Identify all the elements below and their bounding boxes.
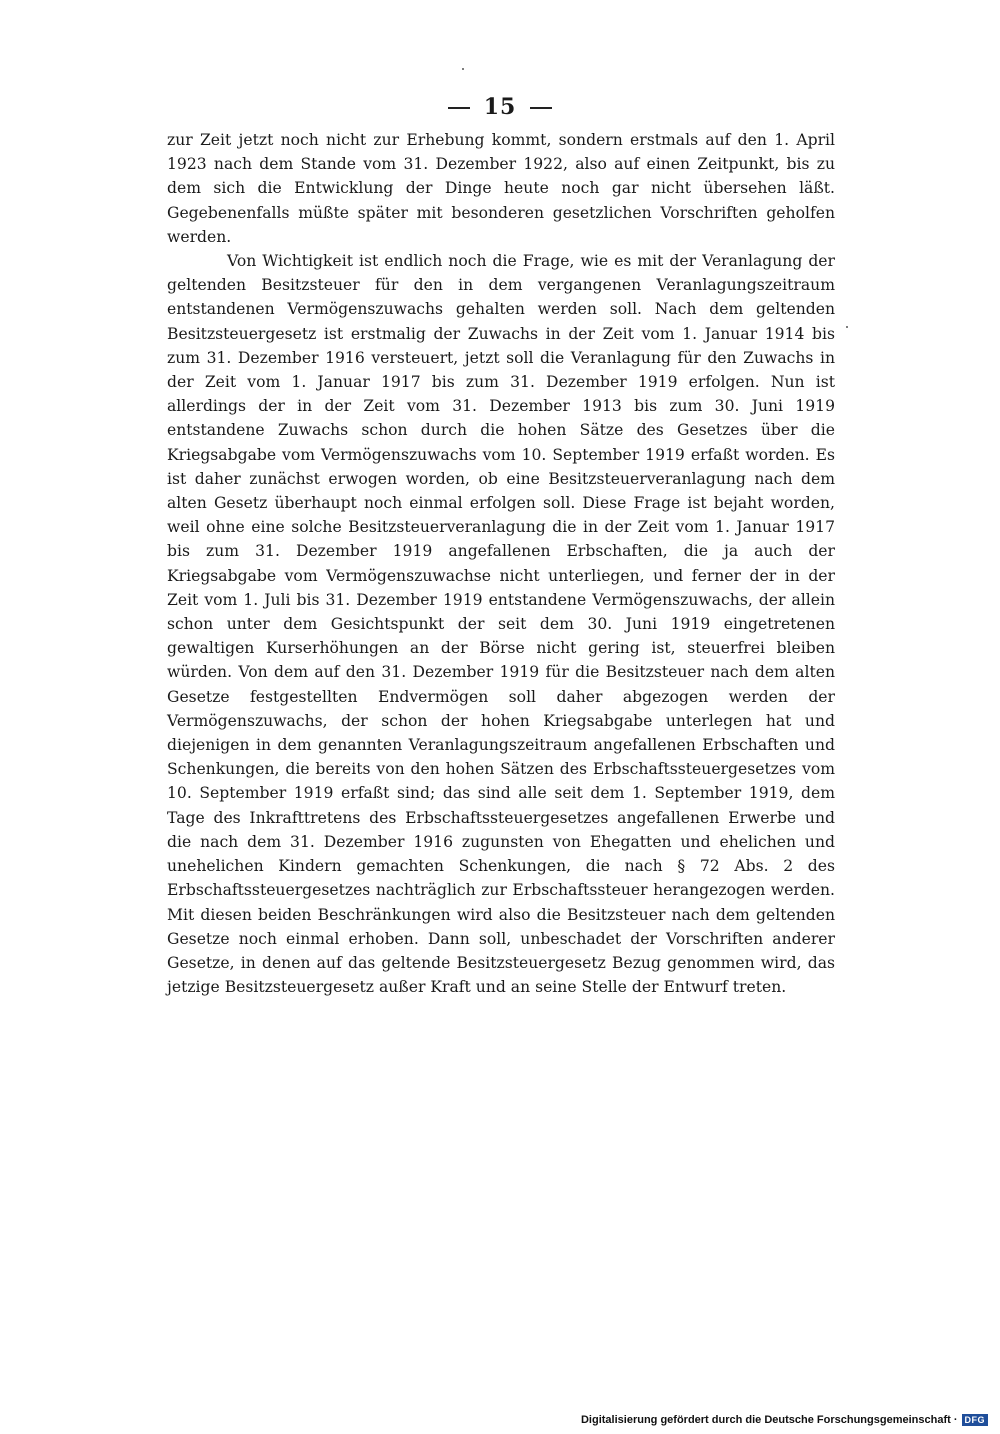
dfg-logo-icon: DFG (962, 1414, 989, 1426)
body-text (167, 128, 835, 999)
scan-speck (462, 68, 464, 70)
digitization-footer (581, 1414, 988, 1426)
footer-text: Digitalisierung gefördert durch die Deutsche Forschungsgemeinschaft · (580, 1414, 958, 1426)
dash-right (530, 107, 552, 109)
page-number: 15 (483, 94, 517, 120)
paragraph-1: zur Zeit jetzt noch nicht zur Erhebung kommt, sondern erstmals auf den 1. April 1923 nach dem Stande vom 31. Dezember 1922, also auf einen Zeitpunkt, bis zu dem sich die Entwicklung der Dinge heute noch gar nicht übersehen läßt. Gegebenenfalls müßte später mit besonderen gesetzlichen Vorschriften geholfen werden. (167, 131, 835, 246)
paragraph-2: Von Wichtigkeit ist endlich noch die Frage, wie es mit der Veranlagung der geltenden Besitzsteuer für den in dem vergangenen Veranlagungszeitraum entstandenen Vermögenszuwachs gehalten werden soll. Nach dem geltenden Besitzsteuergesetz ist erstmalig der Zuwachs in der Zeit vom 1. Januar 1914 bis zum 31. Dezember 1916 versteuert, jetzt soll die Veranlagung für den Zuwachs in der Zeit vom 1. Januar 1917 bis zum 31. Dezember 1919 erfolgen. Nun ist allerdings der in der Zeit vom 31. Dezember 1913 bis zum 30. Juni 1919 entstandene Zuwachs schon durch die hohen Sätze des Gesetzes über die Kriegsabgabe vom Vermögenszuwachs vom 10. September 1919 erfaßt worden. Es ist daher zunächst erwogen worden, ob eine Besitzsteuerveranlagung nach dem alten Gesetz überhaupt noch einmal erfolgen soll. Diese Frage ist bejaht worden, weil ohne eine solche Besitzsteuerveranlagung die in der Zeit vom 1. Januar 1917 bis zum 31. Dezember 1919 angefallenen Erbschaften, die ja auch der Kriegsabgabe vom Vermögenszuwachse nicht unterliegen, und ferner der in der Zeit vom 1. Juli bis 31. Dezember 1919 entstandene Vermögenszuwachs, der allein schon unter dem Gesichtspunkt der seit dem 30. Juni 1919 eingetretenen gewaltigen Kurserhöhungen an der Börse nicht gering ist, steuerfrei bleiben würden. Von dem auf den 31. Dezember 1919 für die Besitzsteuer nach dem alten Gesetze festgestellten Endvermögen soll daher abgezogen werden der Vermögenszuwachs, der schon der hohen Kriegsabgabe unterlegen hat und diejenigen in dem genannten Veranlagungszeitraum angefallenen Erbschaften und Schenkungen, die bereits von den hohen Sätzen des Erbschaftssteuergesetzes vom 10. September 1919 erfaßt sind; das sind alle seit dem 1. September 1919, dem Tage des Inkrafttretens des Erbschaftssteuergesetzes angefallenen Erwerbe und die nach dem 31. Dezember 1916 zugunsten von Ehegatten und ehelichen und unehelichen Kindern gemachten Schenkungen, die nach § 72 Abs. 2 des Erbschaftssteuergesetzes nachträglich zur Erbschaftssteuer herangezogen werden. Mit diesen beiden Beschränkungen wird also die Besitzsteuer nach dem geltenden Gesetze noch einmal erhoben. Dann soll, unbeschadet der Vorschriften anderer Gesetze, in denen auf das geltende Besitzsteuergesetz Bezug genommen wird, das jetzige Besitzsteuergesetz außer Kraft und an seine Stelle der Entwurf treten. (167, 252, 835, 997)
page-number-header (0, 94, 1000, 120)
dash-left (448, 107, 470, 109)
scan-speck (846, 326, 848, 328)
